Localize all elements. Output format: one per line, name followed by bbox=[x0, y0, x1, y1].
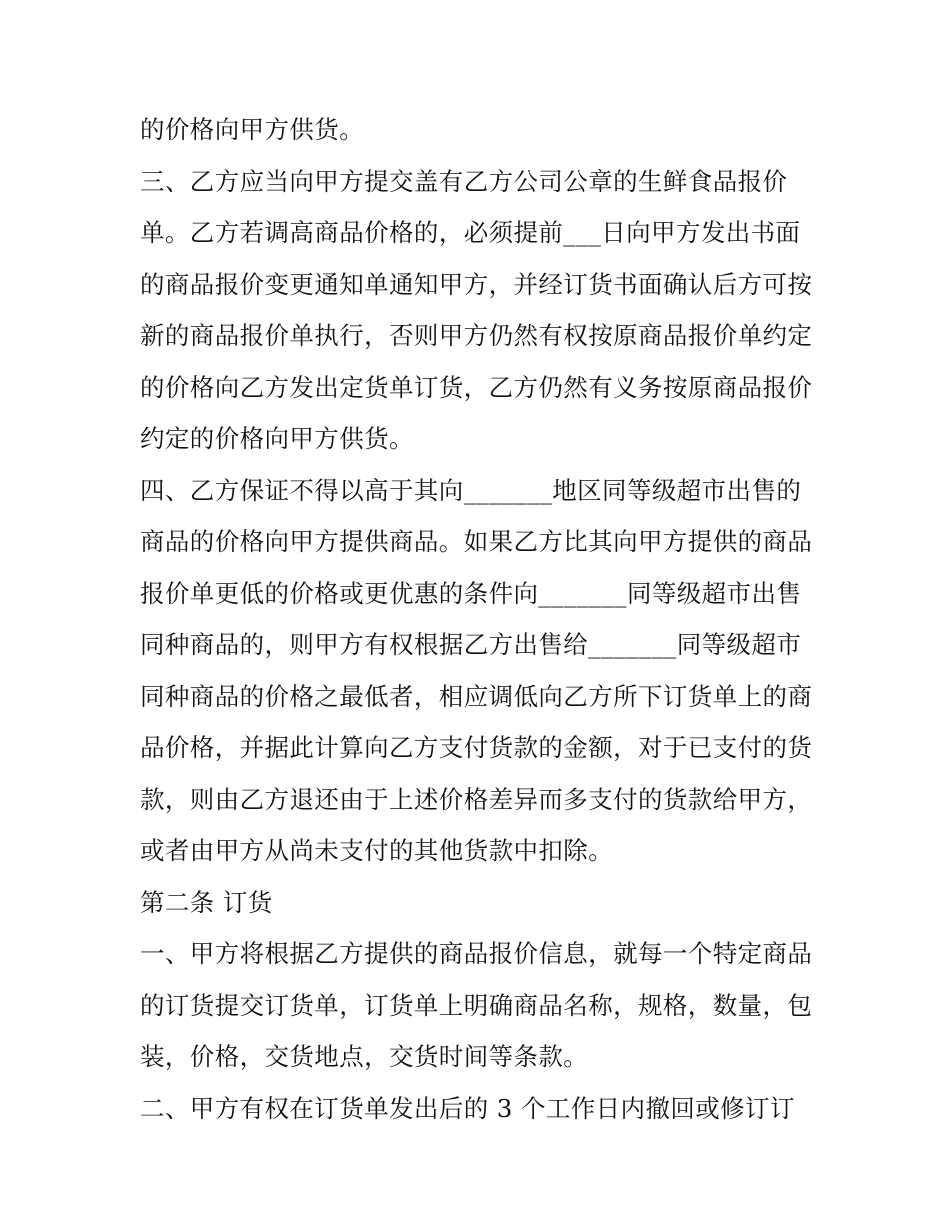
section-heading: 第二条 订货 bbox=[140, 887, 273, 917]
contract-body-text bbox=[140, 104, 820, 1134]
text-line: 约定的价格向甲方供货。 bbox=[140, 424, 414, 453]
clause-two-line: 二、甲方有权在订货单发出后的 3 个工作日内撤回或修订订 bbox=[140, 1093, 795, 1123]
text-line: 单。乙方若调高商品价格的，必须提前___日向甲方发出书面 bbox=[140, 218, 801, 247]
text-line: 的价格向甲方供货。 bbox=[140, 115, 365, 144]
text-line: 品价格，并据此计算向乙方支付货款的金额，对于已支付的货 bbox=[140, 733, 813, 762]
text-line: 或者由甲方从尚未支付的其他货款中扣除。 bbox=[140, 836, 614, 865]
text-line: 的价格向乙方发出定货单订货，乙方仍然有义务按原商品报价 bbox=[140, 372, 813, 402]
text-line: 商品的价格向甲方提供商品。如果乙方比其向甲方提供的商品 bbox=[140, 527, 813, 556]
text-line: 的订货提交订货单，订货单上明确商品名称，规格，数量，包 bbox=[140, 990, 813, 1020]
text-line: 款，则由乙方退还由于上述价格差异而多支付的货款给甲方， bbox=[140, 784, 813, 814]
text-line: 装，价格，交货地点，交货时间等条款。 bbox=[140, 1042, 589, 1071]
text-line: 的商品报价变更通知单通知甲方，并经订货书面确认后方可按 bbox=[140, 269, 813, 299]
text-line: 同种商品的，则甲方有权根据乙方出售给_______同等级超市 bbox=[140, 630, 802, 659]
text-line: 新的商品报价单执行，否则甲方仍然有权按原商品报价单约定 bbox=[140, 321, 813, 350]
text-line: 报价单更低的价格或更优惠的条件向_______同等级超市出售 bbox=[140, 578, 802, 608]
clause-three-line: 三、乙方应当向甲方提交盖有乙方公司公章的生鲜食品报价 bbox=[140, 166, 788, 196]
clause-one-line: 一、甲方将根据乙方提供的商品报价信息，就每一个特定商品 bbox=[140, 939, 813, 968]
text-line: 同种商品的价格之最低者，相应调低向乙方所下订货单上的商 bbox=[140, 681, 813, 711]
clause-four-line: 四、乙方保证不得以高于其向_______地区同等级超市出售的 bbox=[140, 475, 802, 505]
